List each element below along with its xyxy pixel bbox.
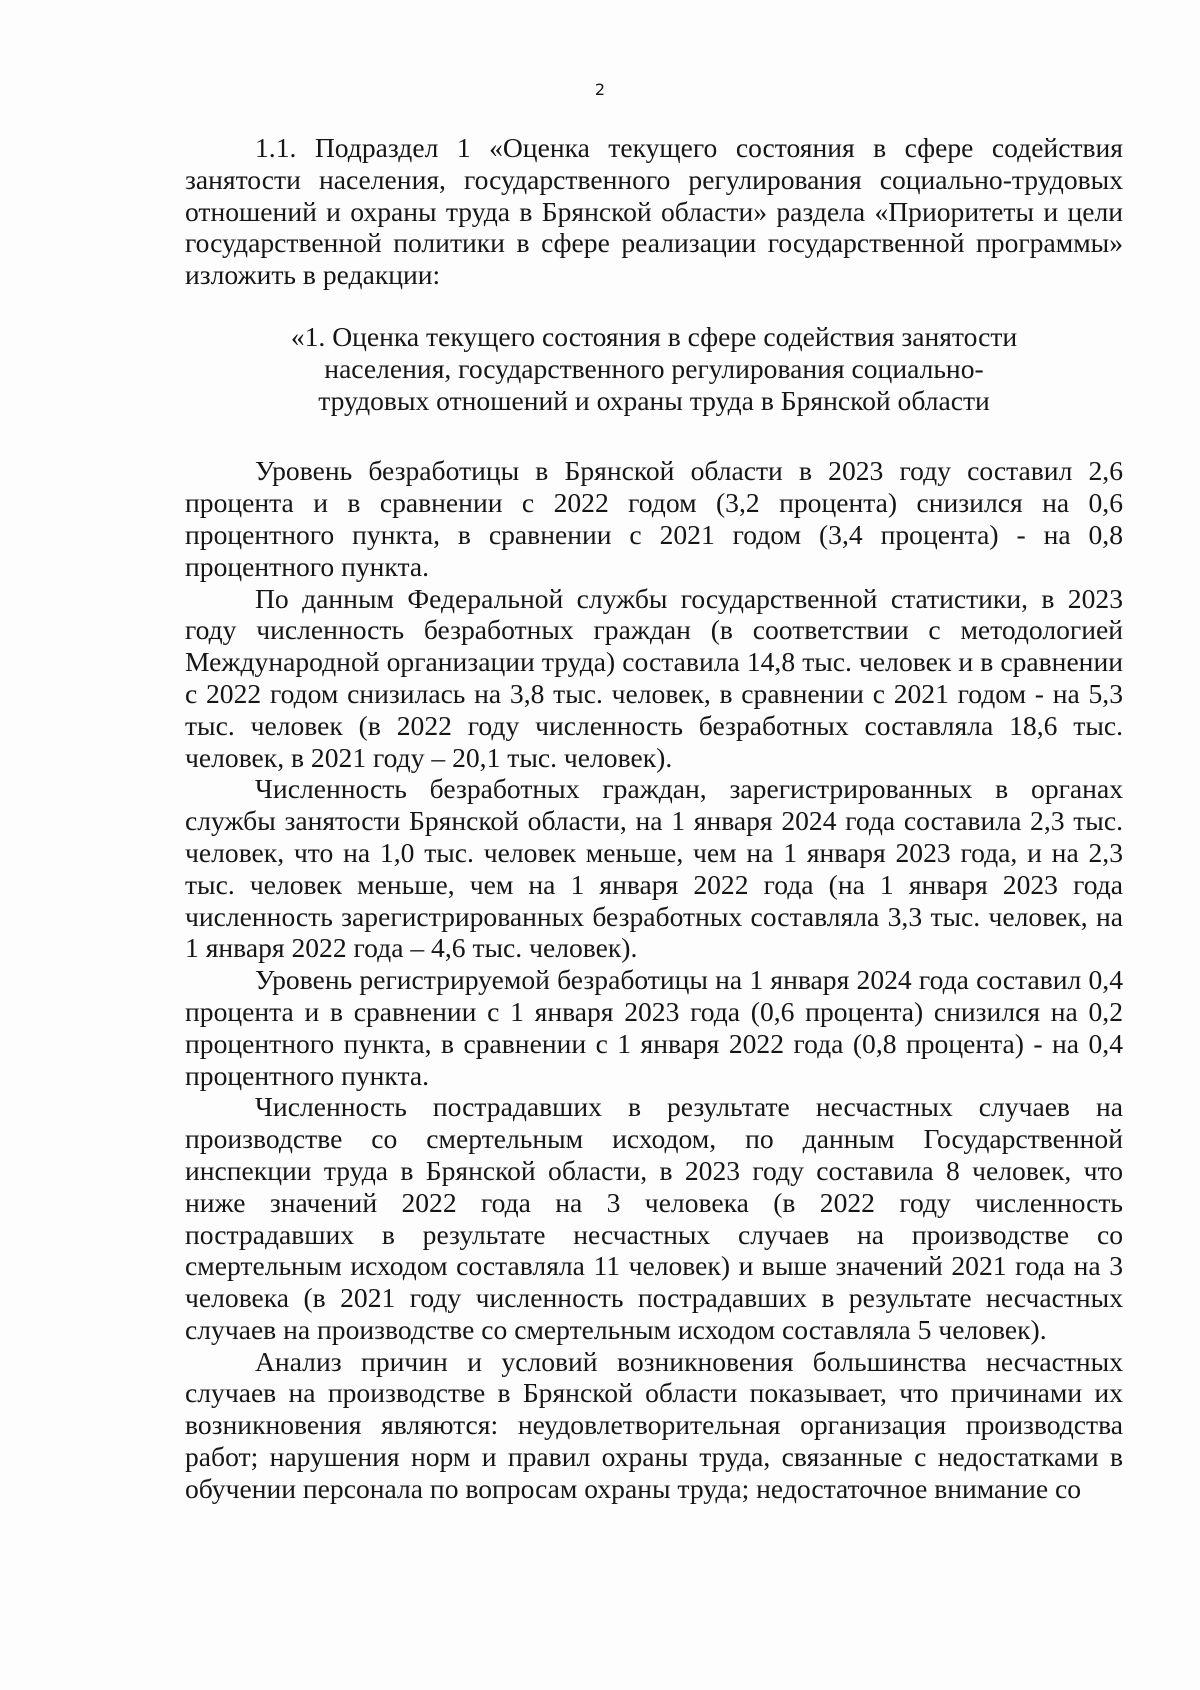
body-paragraph-5: Численность пострадавших в результате несчастных случаев на производстве со смертельным исходом, по данным Государственной инспекции труда в Брянской области, в 2023 году составила 8 человек, что ниже значений 2022 года на 3 человека (в 2022 году численность пострадавших в результате несчастных случаев на производстве со смертельным исходом составляла 11 человек) и выше значений 2021 года на 3 человека (в 2021 году численность пострадавших в результате несчастных случаев на производстве со смертельным исходом составляла 5 человек). <box>185 1091 1123 1345</box>
page-number: 2 <box>594 80 606 99</box>
intro-paragraph: 1.1. Подраздел 1 «Оценка текущего состояния в сфере содействия занятости населения, государственного регулирования социально-трудовых отношений и охраны труда в Брянской области» раздела «Приоритеты и цели государственной политики в сфере реализации государственной программы» изложить в редакции: <box>185 132 1123 291</box>
section-heading-block <box>185 321 1123 416</box>
section-heading: «1. Оценка текущего состояния в сфере содействия занятости населения, государственного регулирования социально-трудовых отношений и охраны труда в Брянской области <box>290 320 1018 416</box>
body-paragraph-1: Уровень безработицы в Брянской области в 2023 году составил 2,6 процента и в сравнении с 2022 годом (3,2 процента) снизился на 0,6 процентного пункта, в сравнении с 2021 годом (3,4 процента) - на 0,8 процентного пункта. <box>185 455 1123 582</box>
body-paragraph-3: Численность безработных граждан, зарегистрированных в органах службы занятости Брянской области, на 1 января 2024 года составила 2,3 тыс. человек, что на 1,0 тыс. человек меньше, чем на 1 января 2023 года, и на 2,3 тыс. человек меньше, чем на 1 января 2022 года (на 1 января 2023 года численность зарегистрированных безработных составляла 3,3 тыс. человек, на 1 января 2022 года – 4,6 тыс. человек). <box>185 773 1123 964</box>
body-paragraph-6: Анализ причин и условий возникновения большинства несчастных случаев на производстве в Брянской области показывает, что причинами их возникновения являются: неудовлетворительная организация производства работ; нарушения норм и правил охраны труда, связанные с недостатками в обучении персонала по вопросам охраны труда; недостаточное внимание со <box>185 1345 1123 1504</box>
body-paragraph-2: По данным Федеральной службы государственной статистики, в 2023 году численность безработных граждан (в соответствии с методологией Международной организации труда) составила 14,8 тыс. человек и в сравнении с 2022 годом снизилась на 3,8 тыс. человек, в сравнении с 2021 годом - на 5,3 тыс. человек (в 2022 году численность безработных составляла 18,6 тыс. человек, в 2021 году – 20,1 тыс. человек). <box>185 582 1123 773</box>
intro-block <box>185 132 1123 291</box>
body-paragraph-4: Уровень регистрируемой безработицы на 1 января 2024 года составил 0,4 процента и в сравнении с 1 января 2023 года (0,6 процента) снизился на 0,2 процентного пункта, в сравнении с 1 января 2022 года (0,8 процента) - на 0,4 процентного пункта. <box>185 964 1123 1091</box>
document-body <box>185 132 1123 1505</box>
